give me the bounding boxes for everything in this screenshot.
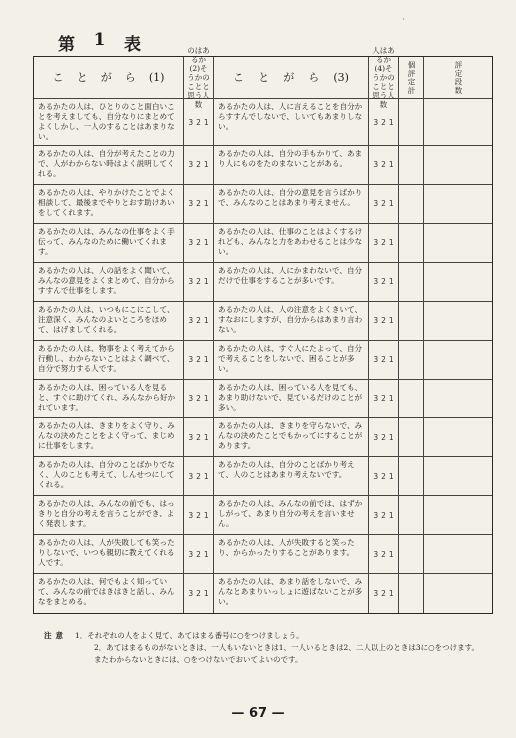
rating-option[interactable]: 1 (203, 355, 209, 365)
rating-scale-a[interactable] (184, 185, 214, 224)
rating-scale-a[interactable] (184, 99, 214, 146)
header-char: こ (52, 70, 64, 84)
rating-scale-a[interactable] (184, 535, 214, 574)
statement-cell: あるかたの人は、きまりをよく守り、みんなの決めたことをよく守って、まじめに仕事をします。 (34, 418, 184, 457)
rating-option[interactable]: 3 (188, 238, 194, 248)
statement-cell: あるかたの人は、人の話をよく聞いて、みんなの意見をよくまとめて、自分からすすんで仕事をします。 (34, 263, 184, 302)
header-col6-text: 評定段数 (454, 60, 463, 95)
rating-scale-b[interactable] (369, 341, 399, 380)
statement-cell: あるかたの人は、自分が考えたことの力で、人がわからない時はよく説明してくれる。 (34, 146, 184, 185)
ink-mark: ' (403, 18, 405, 25)
rating-option[interactable]: 3 (373, 316, 379, 326)
rating-option[interactable]: 3 (188, 393, 194, 403)
statement-cell: あるかたの人は、きまりを守らないで、みんなの決めたことでもかってにすることがあります。 (214, 418, 369, 457)
rating-option[interactable]: 3 (188, 355, 194, 365)
notes (44, 630, 494, 666)
rating-scale-b[interactable] (369, 302, 399, 341)
rating-option[interactable]: 1 (203, 117, 209, 127)
statement-cell: あるかたの人は、みんなの前でも、はっきりと自分の考えを言うことができ、よく発表します。 (34, 496, 184, 535)
rating-option[interactable]: 1 (203, 199, 209, 209)
header-char: (3) (333, 70, 349, 84)
statement-cell: あるかたの人は、やりかけたことでよく相談して、最後までやりとおす助けあいをしてくれます。 (34, 185, 184, 224)
empty-grade-cell[interactable] (424, 535, 492, 574)
rating-option[interactable]: 2 (196, 589, 201, 599)
rating-option[interactable]: 1 (388, 393, 394, 403)
rating-option[interactable]: 3 (373, 589, 379, 599)
statement-cell: あるかたの人は、人の注意をよくきいて、すなおにしますが、自分からはあまり言わない。 (214, 302, 369, 341)
statement-cell: あるかたの人は、人が失敗すると笑ったり、からかったりすることがあります。 (214, 535, 369, 574)
header-char: (1) (148, 70, 165, 84)
rating-option[interactable]: 2 (381, 471, 386, 481)
rating-option[interactable]: 3 (373, 510, 379, 520)
rating-scale-a[interactable] (184, 341, 214, 380)
empty-grade-cell[interactable] (424, 457, 492, 496)
rating-option[interactable]: 3 (188, 432, 194, 442)
rating-scale-b[interactable] (369, 99, 399, 146)
empty-grade-cell[interactable] (424, 302, 492, 341)
rating-option[interactable]: 1 (203, 277, 209, 287)
title-char: 第 (58, 35, 76, 55)
rating-scale-a[interactable] (184, 224, 214, 263)
statement-cell: あるかたの人は、困っている人を見ても、あまり助けないで、見ているだけのことが多い。 (214, 380, 369, 419)
rating-option[interactable]: 2 (196, 510, 201, 520)
rating-option[interactable]: 2 (196, 238, 201, 248)
empty-score-cell[interactable] (399, 263, 424, 302)
rating-scale-b[interactable] (369, 457, 399, 496)
rating-scale-b[interactable] (369, 574, 399, 613)
rating-scale-b[interactable] (369, 496, 399, 535)
rating-option[interactable]: 3 (373, 471, 379, 481)
rating-option[interactable]: 3 (188, 510, 194, 520)
rating-option[interactable]: 3 (373, 199, 379, 209)
rating-option[interactable]: 2 (381, 160, 386, 170)
empty-score-cell[interactable] (399, 574, 424, 613)
rating-scale-a[interactable] (184, 302, 214, 341)
empty-score-cell[interactable] (399, 99, 424, 146)
rating-option[interactable]: 2 (196, 393, 201, 403)
rating-option[interactable]: 1 (388, 160, 394, 170)
empty-score-cell[interactable] (399, 185, 424, 224)
statement-cell: あるかたの人は、自分のことばかりでなく、人のことも考えて、しんせつにしてくれる。 (34, 457, 184, 496)
rating-option[interactable]: 3 (188, 160, 194, 170)
page-title (58, 30, 142, 55)
rating-option[interactable]: 1 (203, 160, 209, 170)
rating-scale-a[interactable] (184, 418, 214, 457)
rating-option[interactable]: 2 (196, 117, 201, 127)
title-char: 1 (93, 30, 107, 50)
statement-cell: あるかたの人は、自分の手もかりて、あまり人にものをたのまないことがある。 (214, 146, 369, 185)
header-char: が (100, 70, 112, 84)
note-line-2: 2．あてはまるものがないときは、一人もいないときは1、一人いるときは2、二人以上のときは3に○をつけます。 (94, 643, 480, 652)
statement-cell: あるかたの人は、人が失敗しても笑ったりしないで、いつも親切に教えてくれる人です。 (34, 535, 184, 574)
rating-option[interactable]: 2 (196, 199, 201, 209)
rating-option[interactable]: 1 (388, 549, 394, 559)
rating-scale-b[interactable] (369, 146, 399, 185)
notes-head: 注意 (44, 631, 67, 640)
rating-option[interactable]: 1 (203, 510, 209, 520)
rating-scale-b[interactable] (369, 535, 399, 574)
rating-option[interactable]: 3 (373, 117, 379, 127)
rating-option[interactable]: 1 (203, 471, 209, 481)
survey-table (33, 46, 493, 614)
rating-option[interactable]: 3 (373, 549, 379, 559)
header-col6 (424, 57, 492, 99)
header-col3 (214, 57, 369, 99)
statement-cell: あるかたの人は、いつもにこにこして、注意深く、みんなのよいところをほめて、はげましてくれる。 (34, 302, 184, 341)
rating-option[interactable]: 3 (373, 355, 379, 365)
rating-scale-a[interactable] (184, 380, 214, 419)
rating-option[interactable]: 1 (203, 238, 209, 248)
rating-option[interactable]: 2 (381, 316, 386, 326)
statement-cell: あるかたの人は、あまり話をしないで、みんなとあまりいっしょに遊ばないことが多い。 (214, 574, 369, 613)
empty-grade-cell[interactable] (424, 496, 492, 535)
rating-option[interactable]: 2 (196, 160, 201, 170)
empty-grade-cell[interactable] (424, 185, 492, 224)
rating-option[interactable]: 2 (381, 549, 386, 559)
page-number: — 67 — (231, 706, 285, 721)
empty-grade-cell[interactable] (424, 574, 492, 613)
empty-grade-cell[interactable] (424, 380, 492, 419)
rating-option[interactable]: 2 (381, 393, 386, 403)
empty-grade-cell[interactable] (424, 341, 492, 380)
statement-cell: あるかたの人は、ひとりのこと面白いことを考えましても、自分なりにまとめてよくしかし、一人のすることはあまりない。 (34, 99, 184, 146)
rating-option[interactable]: 3 (373, 238, 379, 248)
statement-cell: あるかたの人は、何でもよく知っていて、みんなの前ではきはきと話し、みんなをまとめる。 (34, 574, 184, 613)
statement-cell: あるかたの人は、人に言えることを自分からすすんでしないで、しいてもあまりしない。 (214, 99, 369, 146)
rating-option[interactable]: 3 (188, 549, 194, 559)
rating-option[interactable]: 1 (203, 432, 209, 442)
header-col4: 人はあるか(4)そうかのことと思う人数 (369, 57, 399, 99)
empty-grade-cell[interactable] (424, 224, 492, 263)
statement-cell: あるかたの人は、自分のことばかり考えて、人のことはあまり考えないです。 (214, 457, 369, 496)
rating-option[interactable]: 1 (388, 589, 394, 599)
header-col5-text: 個評定計 (407, 60, 416, 95)
note-line-1 (44, 630, 494, 642)
empty-grade-cell[interactable] (424, 146, 492, 185)
rating-option[interactable]: 2 (381, 117, 386, 127)
rating-option[interactable]: 2 (381, 238, 386, 248)
rating-option[interactable]: 3 (373, 393, 379, 403)
rating-option[interactable]: 1 (388, 432, 394, 442)
empty-score-cell[interactable] (399, 341, 424, 380)
rating-option[interactable]: 3 (373, 277, 379, 287)
rating-option[interactable]: 2 (381, 355, 386, 365)
rating-option[interactable]: 2 (196, 471, 201, 481)
rating-option[interactable]: 1 (388, 117, 394, 127)
rating-option[interactable]: 3 (188, 589, 194, 599)
statement-cell: あるかたの人は、自分の意見を言うばかりで、みんなのことはあまり考えません。 (214, 185, 369, 224)
rating-scale-b[interactable] (369, 418, 399, 457)
statement-cell: あるかたの人は、仕事のことはよくするけれども、みんなと力をあわせることは少ない。 (214, 224, 369, 263)
rating-option[interactable]: 1 (388, 510, 394, 520)
empty-score-cell[interactable] (399, 418, 424, 457)
header-col2: のはあるか(2)そうかのことと思う人数 (184, 57, 214, 99)
rating-option[interactable]: 1 (388, 277, 394, 287)
rating-option[interactable]: 3 (188, 199, 194, 209)
rating-option[interactable]: 1 (388, 471, 394, 481)
rating-option[interactable]: 2 (196, 549, 201, 559)
empty-score-cell[interactable] (399, 457, 424, 496)
statement-cell: あるかたの人は、みんなの仕事をよく手伝って、みんなのために働いてくれます。 (34, 224, 184, 263)
rating-scale-a[interactable] (184, 457, 214, 496)
note-line-3: またわからないときには、○をつけないでおいてよいのです。 (94, 655, 303, 664)
title-char: 表 (124, 35, 142, 55)
rating-option[interactable]: 1 (388, 199, 394, 209)
statement-cell: あるかたの人は、困っている人を見ると、すぐに助けてくれ、みんなから好かれています。 (34, 380, 184, 419)
empty-score-cell[interactable] (399, 146, 424, 185)
empty-grade-cell[interactable] (424, 263, 492, 302)
rating-option[interactable]: 3 (373, 432, 379, 442)
empty-score-cell[interactable] (399, 535, 424, 574)
rating-option[interactable]: 2 (196, 432, 201, 442)
rating-option[interactable]: 2 (381, 199, 386, 209)
empty-grade-cell[interactable] (424, 99, 492, 146)
rating-scale-b[interactable] (369, 263, 399, 302)
rating-option[interactable]: 3 (188, 471, 194, 481)
rating-option[interactable]: 2 (196, 355, 201, 365)
statement-cell: あるかたの人は、人にかまわないで、自分だけで仕事をすることが多いです。 (214, 263, 369, 302)
rating-option[interactable]: 1 (388, 355, 394, 365)
header-char: ら (124, 70, 136, 84)
rating-option[interactable]: 1 (203, 549, 209, 559)
rating-scale-a[interactable] (184, 574, 214, 613)
statement-cell: あるかたの人は、みんなの前では、はずかしがって、あまり自分の考えを言いません。 (214, 496, 369, 535)
rating-scale-a[interactable] (184, 263, 214, 302)
empty-score-cell[interactable] (399, 380, 424, 419)
rating-option[interactable]: 2 (381, 589, 386, 599)
rating-option[interactable]: 2 (381, 277, 386, 287)
statement-cell: あるかたの人は、すぐ人にたよって、自分で考えることをしないで、困ることが多い。 (214, 341, 369, 380)
rating-option[interactable]: 2 (381, 510, 386, 520)
rating-option[interactable]: 1 (388, 316, 394, 326)
header-char: が (283, 70, 295, 84)
header-char: こ (233, 70, 245, 84)
rating-option[interactable]: 1 (203, 393, 209, 403)
header-char: ら (308, 70, 320, 84)
statement-cell: あるかたの人は、物事をよく考えてから行動し、わからないことはよく調べて、自分で努力する人です。 (34, 341, 184, 380)
note-text: 1．それぞれの人をよく見て、あてはまる番号に○をつけましょう。 (75, 631, 304, 640)
rating-option[interactable]: 1 (203, 589, 209, 599)
rating-scale-a[interactable] (184, 496, 214, 535)
rating-option[interactable]: 1 (203, 316, 209, 326)
header-char: と (258, 70, 270, 84)
rating-option[interactable]: 3 (188, 316, 194, 326)
rating-option[interactable]: 2 (381, 432, 386, 442)
rating-option[interactable]: 3 (373, 160, 379, 170)
rating-option[interactable]: 3 (188, 117, 194, 127)
empty-grade-cell[interactable] (424, 418, 492, 457)
rating-scale-b[interactable] (369, 380, 399, 419)
rating-option[interactable]: 3 (188, 277, 194, 287)
rating-option[interactable]: 2 (196, 277, 201, 287)
header-col1 (34, 57, 184, 99)
header-char: と (76, 70, 88, 84)
rating-scale-b[interactable] (369, 224, 399, 263)
rating-scale-b[interactable] (369, 185, 399, 224)
rating-scale-a[interactable] (184, 146, 214, 185)
empty-score-cell[interactable] (399, 496, 424, 535)
empty-score-cell[interactable] (399, 302, 424, 341)
empty-score-cell[interactable] (399, 224, 424, 263)
header-col5 (399, 57, 424, 99)
rating-option[interactable]: 1 (388, 238, 394, 248)
rating-option[interactable]: 2 (196, 316, 201, 326)
